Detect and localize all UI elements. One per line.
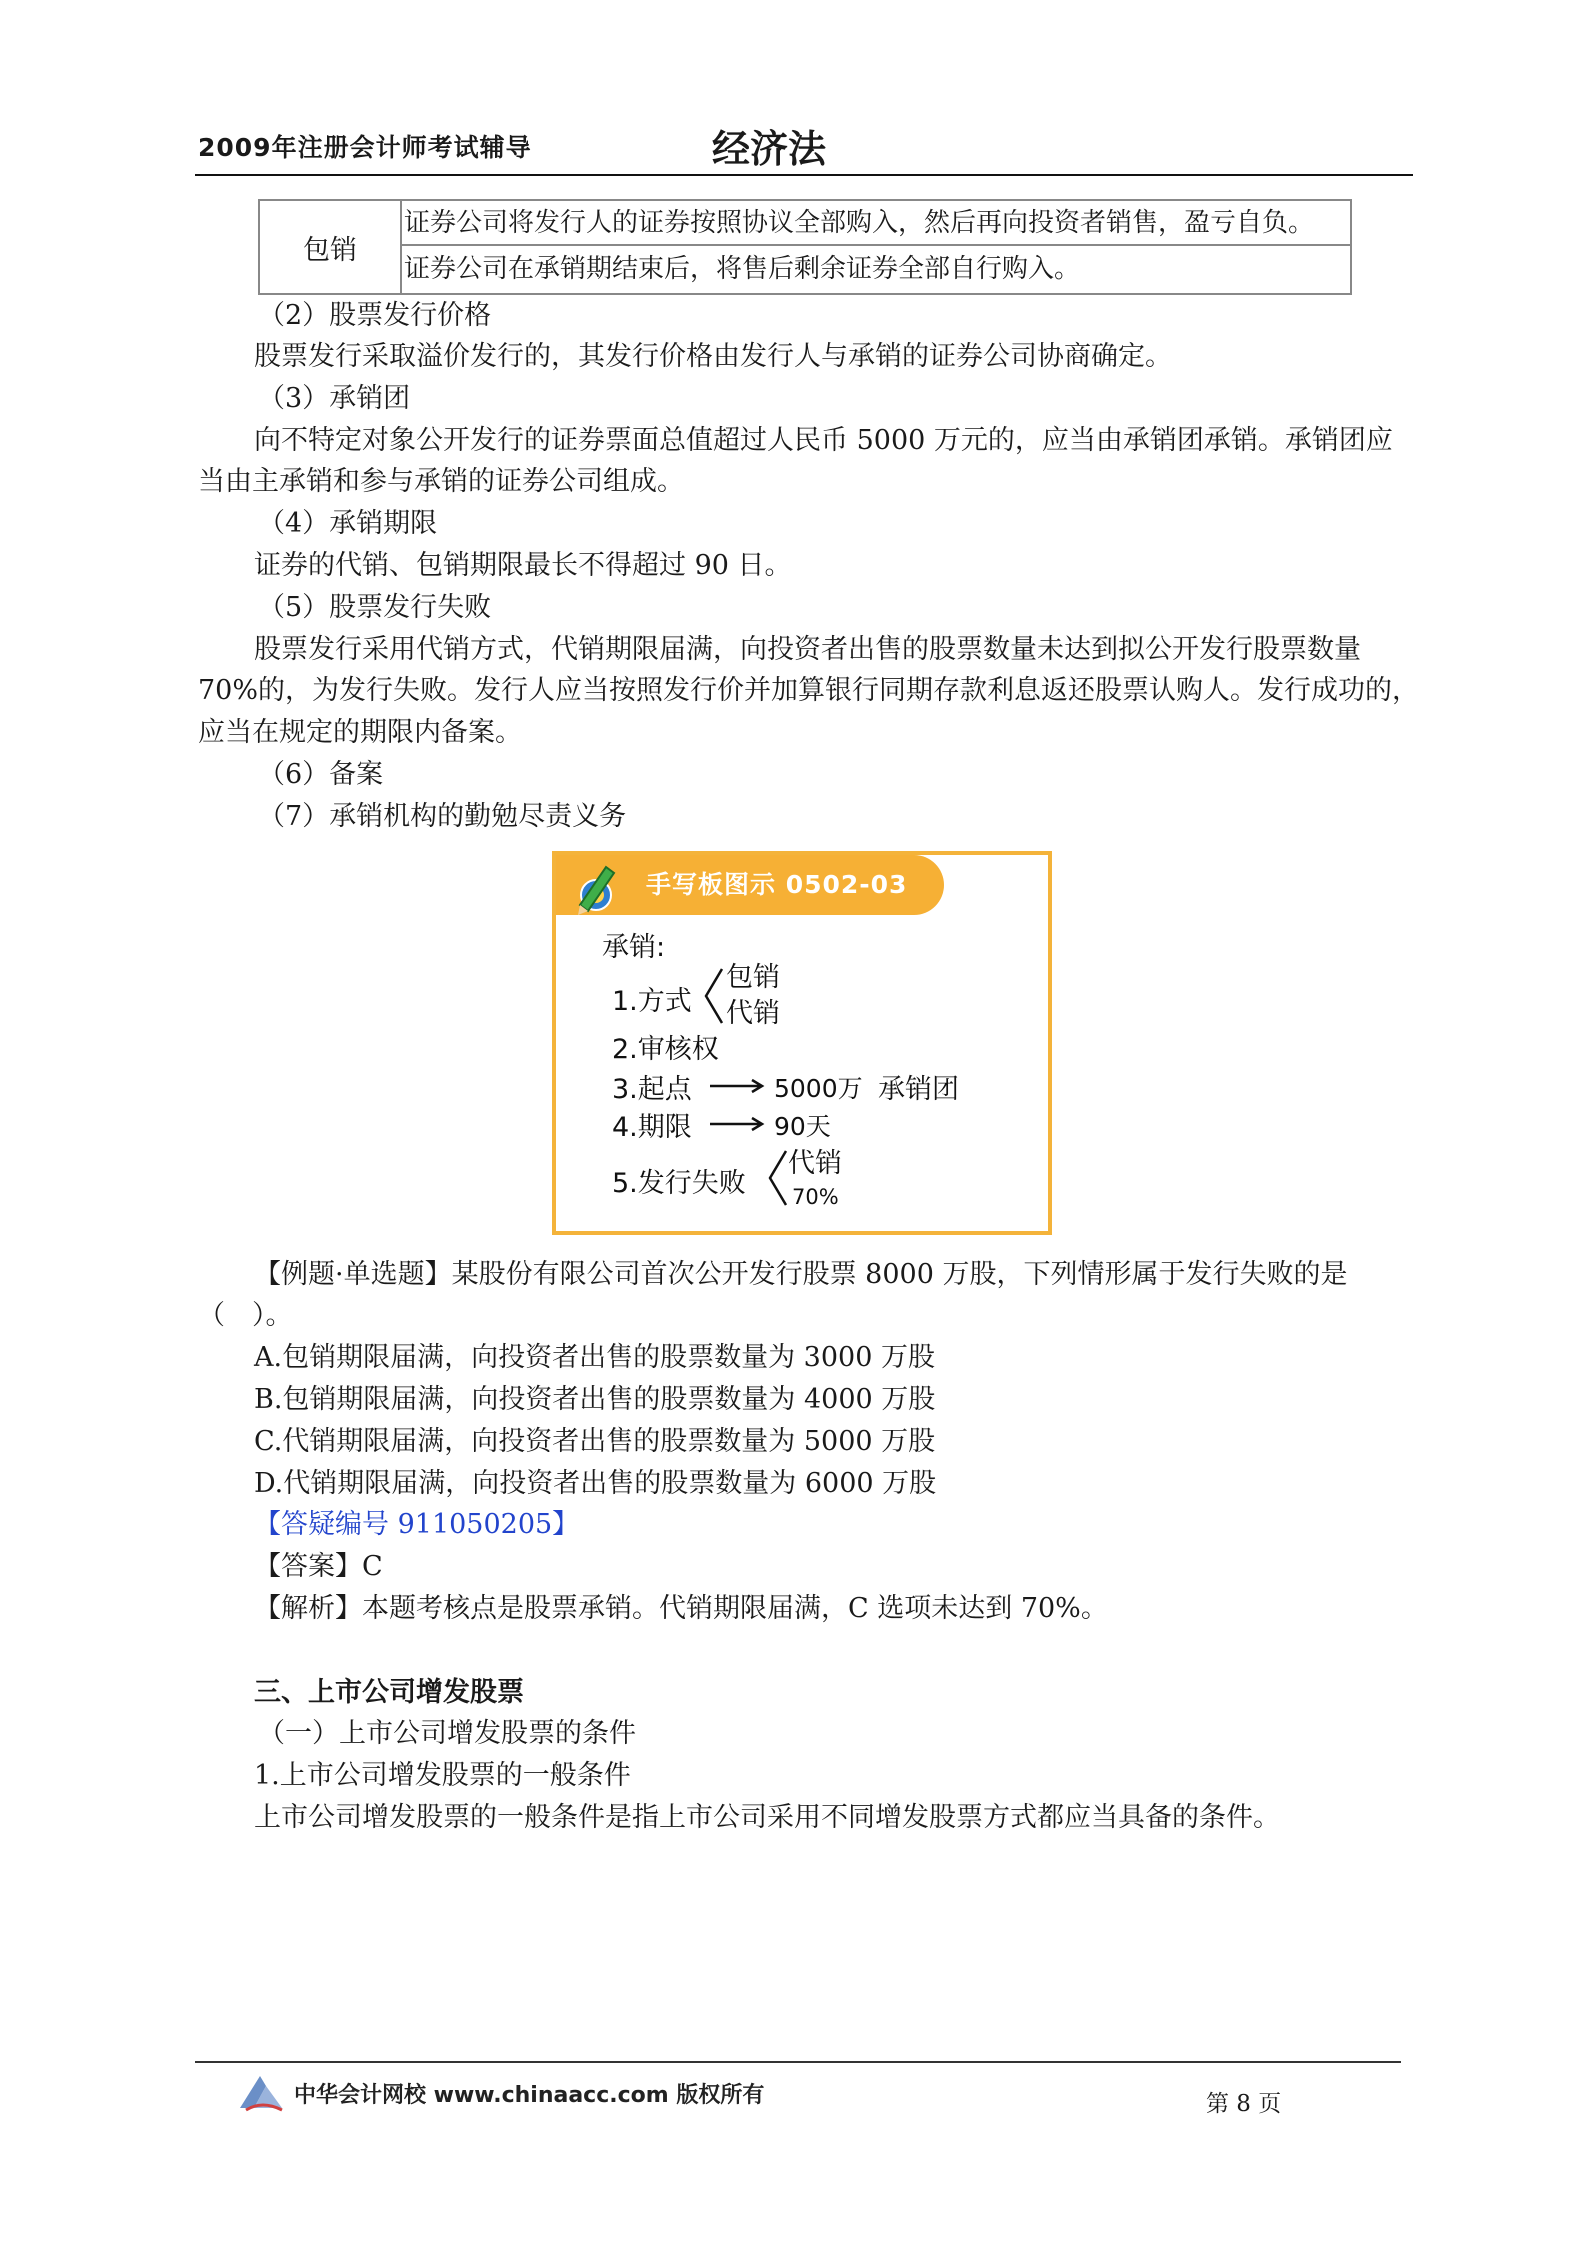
board-item: 1.方式 <box>612 986 692 1017</box>
answer: 【答案】C <box>254 1551 383 1582</box>
section-heading: （5）股票发行失败 <box>258 592 492 623</box>
section-heading: （3）承销团 <box>258 383 411 414</box>
chinaacc-logo-icon <box>236 2070 286 2114</box>
header-left-text: 2009年注册会计师考试辅导 <box>198 133 532 162</box>
question-option: B.包销期限届满，向投资者出售的股票数量为 4000 万股 <box>254 1384 936 1415</box>
board-title: 手写板图示 0502-03 <box>646 870 908 899</box>
board-item: 4.期限 <box>612 1112 692 1143</box>
board-subitem: 代销 <box>726 998 780 1029</box>
paragraph: 上市公司增发股票的一般条件是指上市公司采用不同增发股票方式都应当具备的条件。 <box>254 1802 1280 1833</box>
arrow-right-icon <box>708 1075 768 1097</box>
section-heading: 1.上市公司增发股票的一般条件 <box>254 1760 631 1791</box>
paragraph: 股票发行采用代销方式，代销期限届满，向投资者出售的股票数量未达到拟公开发行股票数量 <box>254 634 1361 665</box>
angle-bracket-icon <box>764 1147 790 1209</box>
table-label-cell: 包销 <box>260 201 402 293</box>
board-subitem: 包销 <box>726 962 780 993</box>
section-heading: （6）备案 <box>258 759 384 790</box>
board-subitem: 70% <box>792 1185 839 1209</box>
arrow-right-icon <box>708 1113 768 1135</box>
board-value: 5000万 <box>774 1074 863 1103</box>
page-number: 第 8 页 <box>1206 2091 1282 2117</box>
paragraph: 股票发行采取溢价发行的，其发行价格由发行人与承销的证券公司协商确定。 <box>254 341 1172 372</box>
footer-brand: 中华会计网校 www.chinaacc.com 版权所有 <box>294 2083 765 2108</box>
section-heading: （4）承销期限 <box>258 508 438 539</box>
question-option: D.代销期限届满，向投资者出售的股票数量为 6000 万股 <box>254 1468 937 1499</box>
table-row: 证券公司将发行人的证券按照协议全部购入，然后再向投资者销售，盈亏自负。 <box>402 201 1350 246</box>
paragraph: 证券的代销、包销期限最长不得超过 90 日。 <box>254 550 792 581</box>
section-heading: （2）股票发行价格 <box>258 300 492 331</box>
header-title: 经济法 <box>712 127 827 171</box>
section-title: 三、上市公司增发股票 <box>254 1677 524 1708</box>
board-value: 承销团 <box>878 1074 959 1105</box>
paragraph: 应当在规定的期限内备案。 <box>198 717 522 748</box>
pen-icon <box>566 859 626 919</box>
question-stem: （ ）。 <box>198 1300 293 1331</box>
board-heading: 承销: <box>602 932 666 963</box>
paragraph: 当由主承销和参与承销的证券公司组成。 <box>198 466 684 497</box>
question-option: A.包销期限届满，向投资者出售的股票数量为 3000 万股 <box>254 1342 935 1373</box>
paragraph: 向不特定对象公开发行的证券票面总值超过人民币 5000 万元的，应当由承销团承销。承销团应 <box>254 425 1393 456</box>
question-stem: 【例题·单选题】某股份有限公司首次公开发行股票 8000 万股，下列情形属于发行失败的是 <box>254 1259 1348 1290</box>
board-value: 90天 <box>774 1112 831 1141</box>
analysis: 【解析】本题考核点是股票承销。代销期限届满，C 选项未达到 70%。 <box>254 1593 1108 1624</box>
underwriting-table <box>258 199 1352 295</box>
board-item: 5.发行失败 <box>612 1168 746 1199</box>
board-item: 2.审核权 <box>612 1034 719 1065</box>
question-option: C.代销期限届满，向投资者出售的股票数量为 5000 万股 <box>254 1426 936 1457</box>
board-subitem: 代销 <box>788 1148 842 1179</box>
board-item: 3.起点 <box>612 1074 692 1105</box>
section-heading: （一）上市公司增发股票的条件 <box>258 1718 636 1749</box>
footer-rule <box>195 2061 1401 2063</box>
angle-bracket-icon <box>700 965 726 1027</box>
qa-id-link[interactable]: 【答疑编号 911050205】 <box>254 1509 580 1540</box>
handwriting-board <box>552 851 1052 1235</box>
table-row: 证券公司在承销期结束后，将售后剩余证券全部自行购入。 <box>404 254 1081 284</box>
section-heading: （7）承销机构的勤勉尽责义务 <box>258 801 627 832</box>
paragraph: 70%的，为发行失败。发行人应当按照发行价并加算银行同期存款利息返还股票认购人。发行成功的， <box>198 675 1420 706</box>
header-rule <box>195 174 1413 176</box>
